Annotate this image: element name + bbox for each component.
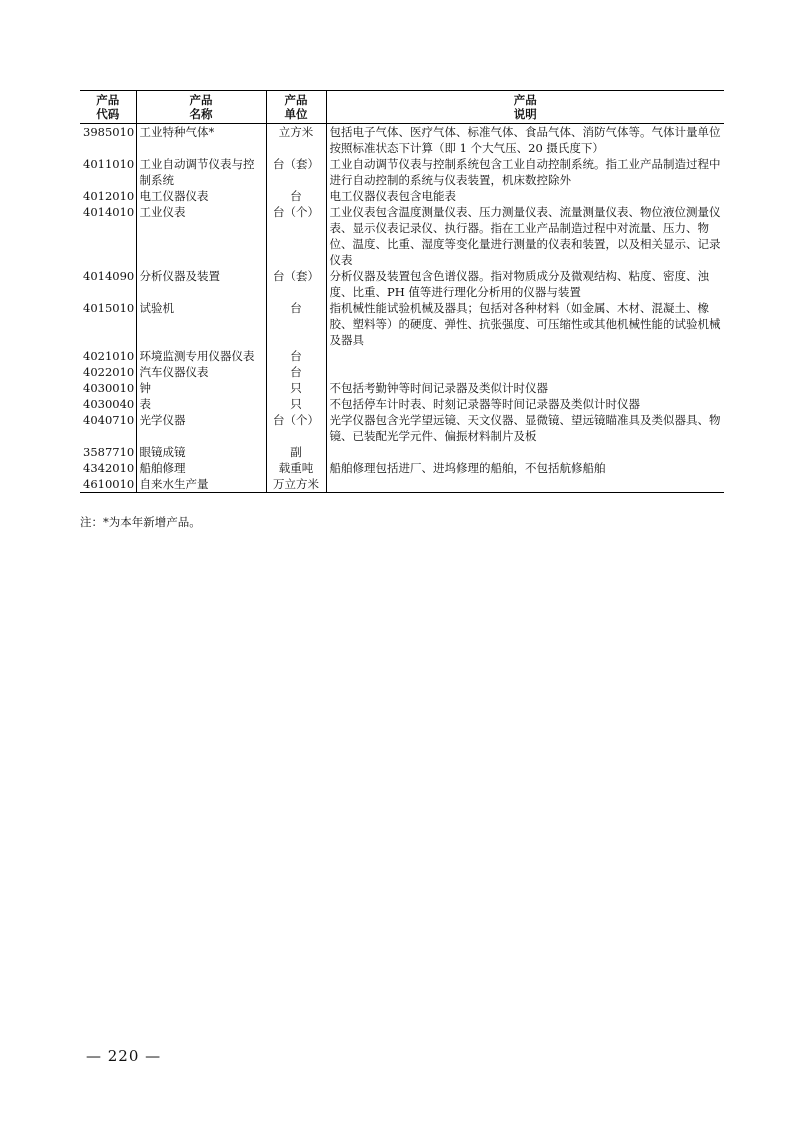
cell-product-description: [326, 476, 724, 493]
cell-product-unit: 台（个）: [266, 204, 326, 268]
cell-product-name: 自来水生产量: [136, 476, 266, 493]
cell-product-code: 4040710: [83, 413, 135, 427]
cell-product-name: 工业仪表: [136, 204, 266, 268]
table-row: [80, 348, 724, 364]
cell-product-name: 工业自动调节仪表与控制系统: [136, 156, 266, 188]
cell-product-code: 4021010: [83, 349, 135, 363]
cell-product-unit: 台: [266, 188, 326, 204]
cell-product-code: 4030040: [83, 397, 135, 411]
header-description: 产品 说明: [326, 91, 724, 124]
footnote: 注：*为本年新增产品。: [80, 515, 201, 529]
cell-product-unit: 台（套）: [266, 156, 326, 188]
table-header: [80, 91, 724, 124]
table-row: [80, 156, 724, 188]
cell-product-name: 表: [136, 396, 266, 412]
cell-product-name: 环境监测专用仪器仪表: [136, 348, 266, 364]
cell-product-unit: 台（套）: [266, 268, 326, 300]
cell-product-description: 光学仪器包含光学望远镜、天文仪器、显微镜、望远镜瞄准具及类似器具、物镜、已装配光学元件、偏振材料制片及板: [326, 412, 724, 444]
cell-product-code: 4011010: [83, 157, 135, 171]
cell-product-code: 4014090: [83, 269, 135, 283]
cell-product-name: 试验机: [136, 300, 266, 348]
cell-product-unit: 万立方米: [266, 476, 326, 493]
cell-product-code: 3587710: [83, 445, 135, 459]
cell-product-unit: 载重吨: [266, 460, 326, 476]
table-row: [80, 444, 724, 460]
cell-product-name: 工业特种气体*: [136, 124, 266, 157]
cell-product-unit: 台（个）: [266, 412, 326, 444]
cell-product-code: 4610010: [83, 477, 135, 491]
cell-product-code: 4014010: [83, 205, 135, 219]
table-row: [80, 268, 724, 300]
cell-product-name: 分析仪器及装置: [136, 268, 266, 300]
cell-product-description: 不包括考勤钟等时间记录器及类似计时仪器: [326, 380, 724, 396]
cell-product-code: 4015010: [83, 301, 135, 315]
cell-product-description: 船舶修理包括进厂、进坞修理的船舶，不包括航修船舶: [326, 460, 724, 476]
cell-product-code: 4342010: [83, 461, 135, 475]
cell-product-description: 电工仪器仪表包含电能表: [326, 188, 724, 204]
cell-product-description: 工业自动调节仪表与控制系统包含工业自动控制系统。指工业产品制造过程中进行自动控制的系统与仪表装置，机床数控除外: [326, 156, 724, 188]
table-row: [80, 380, 724, 396]
cell-product-name: 光学仪器: [136, 412, 266, 444]
cell-product-description: 不包括停车计时表、时刻记录器等时间记录器及类似计时仪器: [326, 396, 724, 412]
cell-product-name: 船舶修理: [136, 460, 266, 476]
cell-product-description: 分析仪器及装置包含色谱仪器。指对物质成分及微观结构、粘度、密度、浊度、比重、PH 值等进行理化分析用的仪器与装置: [326, 268, 724, 300]
cell-product-unit: 立方米: [266, 124, 326, 157]
cell-product-description: [326, 444, 724, 460]
table-row: [80, 188, 724, 204]
cell-product-name: 钟: [136, 380, 266, 396]
table-row: [80, 476, 724, 493]
cell-product-code: 3985010: [83, 125, 135, 139]
table-row: [80, 460, 724, 476]
table-row: [80, 364, 724, 380]
cell-product-unit: 台: [266, 348, 326, 364]
cell-product-code: 4022010: [83, 365, 135, 379]
table-row: [80, 412, 724, 444]
cell-product-code: 4012010: [83, 189, 135, 203]
cell-product-unit: 台: [266, 364, 326, 380]
cell-product-description: 工业仪表包含温度测量仪表、压力测量仪表、流量测量仪表、物位液位测量仪表、显示仪表记录仪、执行器。指在工业产品制造过程中对流量、压力、物位、温度、比重、湿度等变化量进行测量的仪表和装置，以及相关显示、记录仪表: [326, 204, 724, 268]
cell-product-unit: 只: [266, 396, 326, 412]
cell-product-unit: 只: [266, 380, 326, 396]
cell-product-description: 指机械性能试验机械及器具；包括对各种材料（如金属、木材、混凝土、橡胶、塑料等）的硬度、弹性、抗张强度、可压缩性或其他机械性能的试验机械及器具: [326, 300, 724, 348]
cell-product-name: 电工仪器仪表: [136, 188, 266, 204]
cell-product-unit: 台: [266, 300, 326, 348]
header-code: 产品 代码: [96, 93, 120, 121]
cell-product-code: 4030010: [83, 381, 135, 395]
product-catalog-table: [80, 90, 724, 493]
cell-product-unit: 副: [266, 444, 326, 460]
table-row: [80, 124, 724, 157]
cell-product-name: 汽车仪器仪表: [136, 364, 266, 380]
header-unit: 产品 单位: [266, 91, 326, 124]
table-row: [80, 204, 724, 268]
table-row: [80, 396, 724, 412]
page-number: — 220 —: [86, 1047, 162, 1065]
cell-product-description: [326, 364, 724, 380]
table-row: [80, 300, 724, 348]
table-body: [80, 124, 724, 493]
cell-product-description: 包括电子气体、医疗气体、标准气体、食品气体、消防气体等。气体计量单位按照标准状态下计算（即 1 个大气压、20 摄氏度下）: [326, 124, 724, 157]
cell-product-description: [326, 348, 724, 364]
header-name: 产品 名称: [136, 91, 266, 124]
cell-product-name: 眼镜成镜: [136, 444, 266, 460]
